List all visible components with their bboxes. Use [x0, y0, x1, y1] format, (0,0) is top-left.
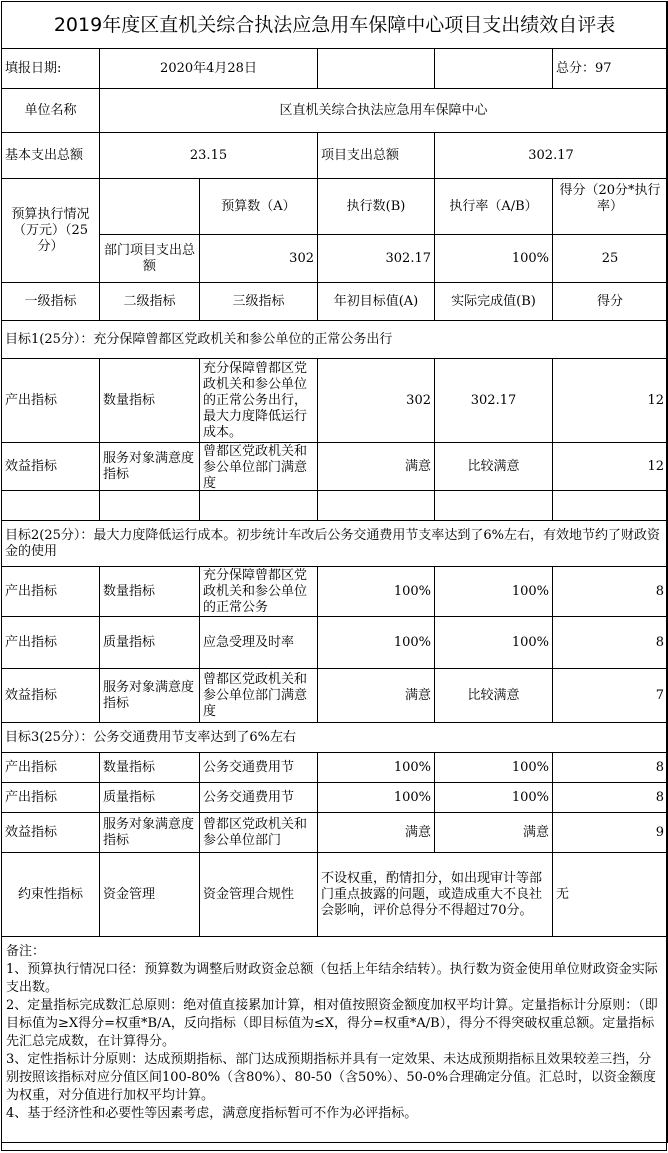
- budget-value: 302: [200, 235, 318, 283]
- exec-col-header: 执行数(B): [318, 179, 435, 235]
- empty-cell: [200, 491, 318, 521]
- target-cell: 满意: [318, 813, 435, 853]
- level2-cell: 服务对象满意度指标: [100, 443, 200, 491]
- level3-cell: 应急受理及时率: [200, 617, 318, 669]
- constraint-description: 不设权重，酌情扣分，如出现审计等部门重点披露的问题，或造成重大不良社会影响，评价总得分不得超过70分。: [318, 853, 553, 937]
- budget-section-label: 预算执行情况（万元）（25分）: [2, 179, 100, 283]
- level1-cell: 产出指标: [2, 753, 100, 783]
- goal2-text: 目标2(25分）：最大力度降低运行成本。初步统计车改后公务交通费用节支率达到了6%左右，有效地节约了财政资金的使用: [2, 521, 668, 567]
- score-cell: 8: [553, 753, 668, 783]
- level1-cell: 产出指标: [2, 783, 100, 813]
- fill-date-value: 2020年4月28日: [100, 49, 318, 89]
- exec-value: 302.17: [318, 235, 435, 283]
- header-level3: 三级指标: [200, 283, 318, 321]
- notes-heading: 备注：: [6, 944, 46, 959]
- target-cell: 302: [318, 359, 435, 443]
- dept-project-total-label: 部门项目支出总额: [100, 235, 200, 283]
- level2-cell: 质量指标: [100, 617, 200, 669]
- score-cell: 12: [553, 443, 668, 491]
- level3-cell: 充分保障曾都区党政机关和参公单位的正常公务出行，最大力度降低运行成本。: [200, 359, 318, 443]
- actual-cell: 比较满意: [435, 669, 553, 723]
- rate-value: 100%: [435, 235, 553, 283]
- score-value: 25: [553, 235, 668, 283]
- note-item: 3、定性指标计分原则：达成预期指标、部门达成预期指标并具有一定效果、未达成预期指标且效果较差三挡，分别按照该指标对应分值区间100-80%（含80%）、80-50（含50%）、50-0%合理确定分值。汇总时，以资金额度为权重，对分值进行加权平均计算。: [6, 1052, 656, 1103]
- project-expense-label: 项目支出总额: [318, 133, 435, 179]
- note-item: 4、基于经济性和必要性等因素考虑，满意度指标暂可不作为必评指标。: [6, 1106, 418, 1121]
- score-col-header: 得分（20分*执行率）: [553, 179, 668, 235]
- target-cell: 100%: [318, 567, 435, 617]
- level1-cell: 效益指标: [2, 443, 100, 491]
- actual-cell: 100%: [435, 617, 553, 669]
- target-cell: 满意: [318, 669, 435, 723]
- header-level1: 一级指标: [2, 283, 100, 321]
- level3-cell: 曾都区党政机关和参公单位部门满意度: [200, 669, 318, 723]
- empty-cell: [318, 491, 435, 521]
- score-cell: 8: [553, 617, 668, 669]
- actual-cell: 100%: [435, 783, 553, 813]
- notes-section: [2, 937, 668, 1143]
- actual-cell: 302.17: [435, 359, 553, 443]
- project-expense-value: 302.17: [435, 133, 668, 179]
- total-score: 总分：97: [553, 49, 668, 89]
- score-cell: 8: [553, 783, 668, 813]
- unit-value: 区直机关综合执法应急用车保障中心: [100, 89, 668, 133]
- empty-cell: [100, 179, 200, 235]
- evaluation-table: [1, 1, 668, 1143]
- constraint-level3: 资金管理合规性: [200, 853, 318, 937]
- header-score: 得分: [553, 283, 668, 321]
- note-item: 1、预算执行情况口径：预算数为调整后财政资金总额（包括上年结余结转）。执行数为资金使用单位财政资金实际支出数。: [6, 962, 658, 995]
- budget-col-header: 预算数（A）: [200, 179, 318, 235]
- header-actual: 实际完成值(B): [435, 283, 553, 321]
- rate-col-header: 执行率（A/B）: [435, 179, 553, 235]
- level3-cell: 公务交通费用节: [200, 783, 318, 813]
- level2-cell: 数量指标: [100, 567, 200, 617]
- constraint-score: 无: [553, 853, 668, 937]
- actual-cell: 100%: [435, 567, 553, 617]
- score-cell: 7: [553, 669, 668, 723]
- level1-cell: 产出指标: [2, 359, 100, 443]
- empty-cell: [435, 49, 553, 89]
- basic-expense-label: 基本支出总额: [2, 133, 100, 179]
- constraint-level2: 资金管理: [100, 853, 200, 937]
- header-target: 年初目标值(A): [318, 283, 435, 321]
- evaluation-form: [1, 1, 667, 1151]
- level1-cell: 效益指标: [2, 813, 100, 853]
- level1-cell: 产出指标: [2, 567, 100, 617]
- level3-cell: 曾都区党政机关和参公单位部门: [200, 813, 318, 853]
- note-item: 2、定量指标完成数汇总原则：绝对值直接累加计算，相对值按照资金额度加权平均计算。定量指标计分原则：（即目标值为≥X得分=权重*B/A，反向指标（即目标值为≤X，得分=权重*A/B），得分不得突破权重总额。定量指标先汇总完成数，在计算得分。: [6, 998, 658, 1049]
- level2-cell: 数量指标: [100, 359, 200, 443]
- form-title: 2019年度区直机关综合执法应急用车保障中心项目支出绩效自评表: [2, 2, 668, 49]
- level1-cell: 效益指标: [2, 669, 100, 723]
- level2-cell: 服务对象满意度指标: [100, 669, 200, 723]
- level3-cell: 公务交通费用节: [200, 753, 318, 783]
- actual-cell: 满意: [435, 813, 553, 853]
- goal1-text: 目标1(25分）：充分保障曾都区党政机关和参公单位的正常公务出行: [2, 321, 668, 359]
- level3-cell: 曾都区党政机关和参公单位部门满意度: [200, 443, 318, 491]
- target-cell: 100%: [318, 753, 435, 783]
- empty-cell: [553, 491, 668, 521]
- level2-cell: 质量指标: [100, 783, 200, 813]
- level2-cell: 服务对象满意度指标: [100, 813, 200, 853]
- empty-cell: [100, 491, 200, 521]
- target-cell: 100%: [318, 617, 435, 669]
- header-level2: 二级指标: [100, 283, 200, 321]
- target-cell: 满意: [318, 443, 435, 491]
- level3-cell: 充分保障曾都区党政机关和参公单位的正常公务: [200, 567, 318, 617]
- unit-label: 单位名称: [2, 89, 100, 133]
- level2-cell: 数量指标: [100, 753, 200, 783]
- level1-cell: 产出指标: [2, 617, 100, 669]
- actual-cell: 比较满意: [435, 443, 553, 491]
- target-cell: 100%: [318, 783, 435, 813]
- score-cell: 8: [553, 567, 668, 617]
- score-cell: 9: [553, 813, 668, 853]
- goal3-text: 目标3(25分）：公务交通费用节支率达到了6%左右: [2, 723, 668, 753]
- basic-expense-value: 23.15: [100, 133, 318, 179]
- empty-cell: [2, 491, 100, 521]
- fill-date-label: 填报日期:: [2, 49, 100, 89]
- empty-cell: [435, 491, 553, 521]
- constraint-level1: 约束性指标: [2, 853, 100, 937]
- score-cell: 12: [553, 359, 668, 443]
- empty-cell: [318, 49, 435, 89]
- actual-cell: 100%: [435, 753, 553, 783]
